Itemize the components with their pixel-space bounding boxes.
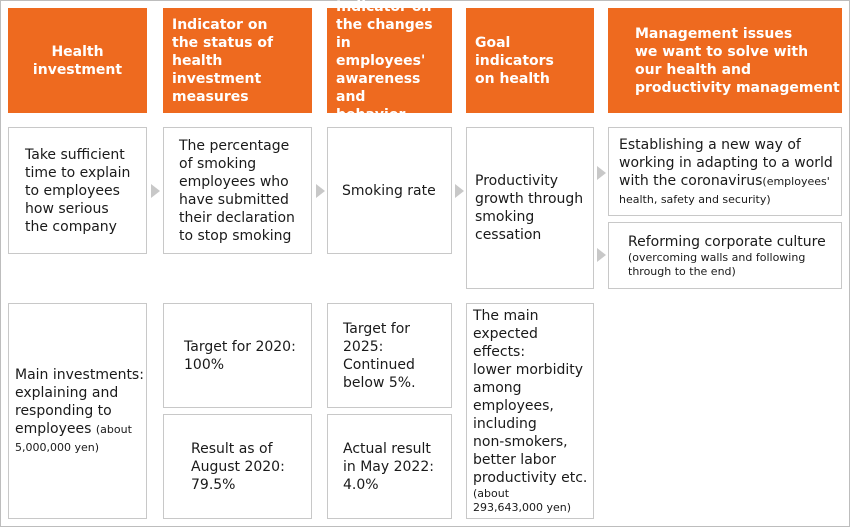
arrow-right-icon bbox=[151, 184, 160, 198]
row1-goal-text: Productivity growth through smoking cessation bbox=[475, 173, 584, 243]
arrow-right-icon bbox=[316, 184, 325, 198]
row2-status-target-box bbox=[163, 303, 312, 408]
row1-status-text: The percentage of smoking employees who have submitted their declaration to stop smoking bbox=[179, 137, 295, 244]
row1-issue2-main: Reforming corporate culture bbox=[628, 233, 826, 250]
header-changes-indicator-label: Indicator on the changes in employees' awareness and behavior bbox=[336, 0, 433, 123]
row1-goal-box bbox=[466, 127, 594, 289]
arrow-right-icon bbox=[455, 184, 464, 198]
row2-goal-note: (about 293,643,000 yen) bbox=[473, 487, 572, 514]
header-management-issues-label: Management issues we want to solve with our health and productivity management bbox=[635, 25, 840, 96]
row1-issue2-note: (overcoming walls and following through to the end) bbox=[628, 250, 806, 278]
row2-change-result-text: Actual result in May 2022: 4.0% bbox=[343, 440, 434, 493]
row2-goal-box bbox=[466, 303, 594, 519]
row2-status-result-text: Result as of August 2020: 79.5% bbox=[191, 440, 285, 493]
row2-status-result-box bbox=[163, 414, 312, 519]
row2-change-target-box bbox=[327, 303, 452, 408]
header-status-indicator-label: Indicator on the status of health investment measures bbox=[172, 16, 274, 105]
header-health-investment-label: Health investment bbox=[32, 43, 123, 78]
row1-issue1-box bbox=[608, 127, 842, 216]
row2-investment-note: (about 5,000,000 yen) bbox=[15, 423, 132, 454]
arrow-right-icon bbox=[597, 166, 606, 180]
header-status-indicator bbox=[163, 8, 312, 113]
row1-investment-box bbox=[8, 127, 147, 254]
row1-change-text: Smoking rate bbox=[342, 182, 436, 199]
row1-change-box bbox=[327, 127, 452, 254]
header-changes-indicator bbox=[327, 0, 452, 123]
row2-change-result-box bbox=[327, 414, 452, 519]
row2-change-target-text: Target for 2025: Continued below 5%. bbox=[343, 320, 416, 391]
row1-issue1-note: (employees' health, safety and security) bbox=[619, 174, 830, 206]
row1-issue1-main: Establishing a new way of working in adapting to a world with the coronavirus bbox=[619, 136, 833, 189]
row2-investment-main: Main investments: explaining and responding to employees bbox=[15, 367, 144, 437]
row1-status-box bbox=[163, 127, 312, 254]
row2-investment-content bbox=[15, 366, 144, 456]
row1-issue2-box bbox=[608, 222, 842, 289]
row1-issue2-content bbox=[628, 233, 826, 279]
row1-issue1-content bbox=[619, 136, 833, 208]
row2-goal-content bbox=[473, 307, 593, 515]
row2-goal-main: The main expected effects: lower morbidity among employees, including non-smokers, better labor productivity etc. bbox=[473, 308, 588, 486]
row2-status-target-text: Target for 2020: 100% bbox=[184, 338, 296, 373]
row2-investment-box bbox=[8, 303, 147, 519]
header-goal-indicators bbox=[466, 8, 594, 113]
header-health-investment bbox=[8, 8, 147, 113]
header-goal-indicators-label: Goal indicators on health bbox=[475, 34, 554, 87]
header-management-issues bbox=[608, 8, 842, 113]
row1-investment-text: Take sufficient time to explain to employees how serious the company bbox=[25, 146, 131, 235]
arrow-right-icon bbox=[597, 248, 606, 262]
